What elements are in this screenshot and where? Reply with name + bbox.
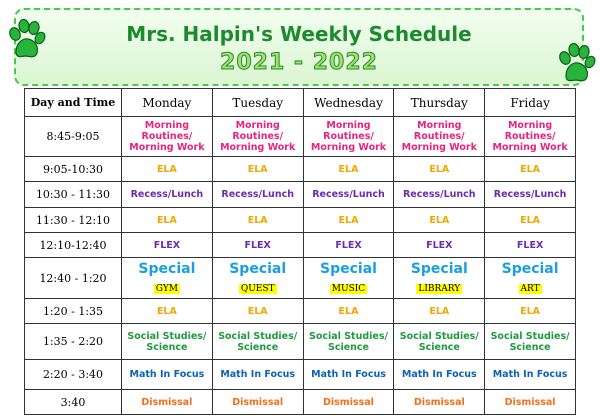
activity-label: Morning Routines/ Morning Work	[129, 120, 205, 153]
schedule-cell	[394, 258, 485, 299]
day-header: Tuesday	[212, 89, 303, 117]
special-subject: LIBRARY	[418, 283, 461, 294]
activity-label: Social Studies/ Science	[399, 330, 479, 353]
activity-label: FLEX	[426, 239, 453, 251]
schedule-cell	[485, 208, 576, 233]
time-slot: 8:45-9:05	[25, 117, 122, 157]
table-row	[25, 299, 576, 324]
activity-label: ELA	[520, 305, 541, 317]
activity-label: ELA	[247, 163, 268, 175]
schedule-cell	[303, 324, 394, 360]
school-year: 2021 - 2022	[220, 50, 378, 75]
schedule-cell	[122, 182, 213, 208]
activity-label: ELA	[156, 163, 177, 175]
schedule-cell	[122, 208, 213, 233]
time-slot: 1:20 - 1:35	[25, 299, 122, 324]
activity-label: Recess/Lunch	[402, 189, 476, 200]
schedule-cell	[212, 182, 303, 208]
table-row	[25, 258, 576, 299]
activity-label: FLEX	[516, 239, 544, 251]
paw-print-icon	[6, 18, 46, 62]
activity-label: Recess/Lunch	[312, 189, 385, 200]
time-slot: 2:20 - 3:40	[25, 360, 122, 390]
schedule-cell	[485, 182, 576, 208]
schedule-cell	[212, 208, 303, 233]
table-row	[25, 233, 576, 258]
activity-label: Math In Focus	[220, 369, 296, 380]
schedule-cell	[485, 324, 576, 360]
activity-label: Math In Focus	[492, 369, 568, 380]
schedule-cell	[485, 390, 576, 415]
schedule-cell	[212, 299, 303, 324]
activity-label: FLEX	[335, 239, 362, 251]
time-slot: 9:05-10:30	[25, 157, 122, 182]
schedule-cell	[303, 390, 394, 415]
activity-label: Recess/Lunch	[493, 189, 567, 200]
special-label: Special	[138, 260, 196, 277]
activity-label: FLEX	[244, 239, 271, 251]
paw-print-icon	[556, 42, 596, 86]
schedule-cell	[394, 157, 485, 182]
activity-label: Math In Focus	[311, 369, 386, 380]
schedule-cell	[485, 258, 576, 299]
schedule-cell	[303, 258, 394, 299]
activity-label: ELA	[338, 305, 359, 317]
activity-label: Social Studies/ Science	[308, 330, 388, 353]
time-slot: 1:35 - 2:20	[25, 324, 122, 360]
time-slot: 12:10-12:40	[25, 233, 122, 258]
schedule-cell	[394, 208, 485, 233]
day-header: Thursday	[394, 89, 485, 117]
activity-label: ELA	[429, 305, 450, 317]
activity-label: Math In Focus	[129, 369, 205, 380]
activity-label: Recess/Lunch	[130, 189, 204, 200]
schedule-cell	[394, 324, 485, 360]
schedule-cell	[212, 117, 303, 157]
schedule-cell	[303, 157, 394, 182]
schedule-cell	[212, 157, 303, 182]
special-subject: MUSIC	[331, 283, 366, 294]
header-row	[25, 89, 576, 117]
time-slot: 3:40	[25, 390, 122, 415]
table-row	[25, 117, 576, 157]
special-label: Special	[229, 260, 287, 277]
schedule-cell	[122, 390, 213, 415]
activity-label: ELA	[429, 214, 450, 226]
activity-label: FLEX	[153, 239, 181, 251]
table-row	[25, 157, 576, 182]
day-header: Wednesday	[303, 89, 394, 117]
activity-label: ELA	[429, 163, 450, 175]
special-label: Special	[501, 260, 559, 277]
day-header: Friday	[485, 89, 576, 117]
schedule-cell	[212, 258, 303, 299]
page-title: Mrs. Halpin's Weekly Schedule	[126, 22, 472, 46]
activity-label: Morning Routines/ Morning Work	[220, 120, 296, 153]
activity-label: Dismissal	[504, 396, 556, 408]
activity-label: Dismissal	[323, 396, 374, 408]
schedule-cell	[303, 182, 394, 208]
table-row	[25, 208, 576, 233]
schedule-cell	[212, 324, 303, 360]
table-row	[25, 182, 576, 208]
activity-label: Morning Routines/ Morning Work	[401, 120, 477, 153]
activity-label: ELA	[520, 163, 541, 175]
schedule-table	[24, 88, 576, 415]
schedule-cell	[303, 208, 394, 233]
schedule-cell	[394, 299, 485, 324]
day-header: Monday	[122, 89, 213, 117]
schedule-cell	[122, 299, 213, 324]
schedule-cell	[394, 182, 485, 208]
activity-label: ELA	[338, 163, 359, 175]
special-label: Special	[320, 260, 377, 277]
activity-label: Morning Routines/ Morning Work	[492, 120, 568, 153]
activity-label: Math In Focus	[401, 369, 477, 380]
activity-label: Social Studies/ Science	[490, 330, 570, 353]
schedule-cell	[122, 233, 213, 258]
activity-label: Morning Routines/ Morning Work	[310, 120, 387, 153]
schedule-cell	[303, 117, 394, 157]
activity-label: ELA	[156, 305, 177, 317]
activity-label: Social Studies/ Science	[218, 330, 298, 353]
activity-label: ELA	[247, 214, 268, 226]
table-row	[25, 324, 576, 360]
activity-label: Dismissal	[413, 396, 465, 408]
schedule-cell	[303, 360, 394, 390]
schedule-cell	[485, 117, 576, 157]
time-slot: 10:30 - 11:30	[25, 182, 122, 208]
special-subject: ART	[520, 283, 540, 294]
schedule-cell	[394, 117, 485, 157]
schedule-cell	[122, 117, 213, 157]
activity-label: Social Studies/ Science	[127, 330, 207, 353]
schedule-cell	[394, 390, 485, 415]
table-row	[25, 390, 576, 415]
schedule-cell	[212, 360, 303, 390]
corner-header: Day and Time	[25, 89, 122, 117]
activity-label: ELA	[520, 214, 541, 226]
special-subject: GYM	[155, 283, 178, 294]
time-slot: 11:30 - 12:10	[25, 208, 122, 233]
activity-label: ELA	[156, 214, 177, 226]
schedule-cell	[394, 360, 485, 390]
activity-label: ELA	[338, 214, 359, 226]
special-label: Special	[410, 260, 468, 277]
schedule-cell	[485, 233, 576, 258]
schedule-cell	[122, 258, 213, 299]
schedule-cell	[212, 233, 303, 258]
time-slot: 12:40 - 1:20	[25, 258, 122, 299]
activity-label: Dismissal	[141, 396, 193, 408]
special-subject: QUEST	[240, 283, 275, 294]
schedule-cell	[303, 233, 394, 258]
schedule-cell	[122, 157, 213, 182]
activity-label: Recess/Lunch	[221, 189, 294, 200]
schedule-cell	[485, 299, 576, 324]
activity-label: ELA	[247, 305, 268, 317]
schedule-cell	[212, 390, 303, 415]
table-row	[25, 360, 576, 390]
schedule-cell	[122, 324, 213, 360]
activity-label: Dismissal	[232, 396, 284, 408]
schedule-cell	[303, 299, 394, 324]
schedule-cell	[485, 360, 576, 390]
schedule-cell	[122, 360, 213, 390]
title-banner	[14, 8, 584, 86]
schedule-cell	[394, 233, 485, 258]
schedule-cell	[485, 157, 576, 182]
